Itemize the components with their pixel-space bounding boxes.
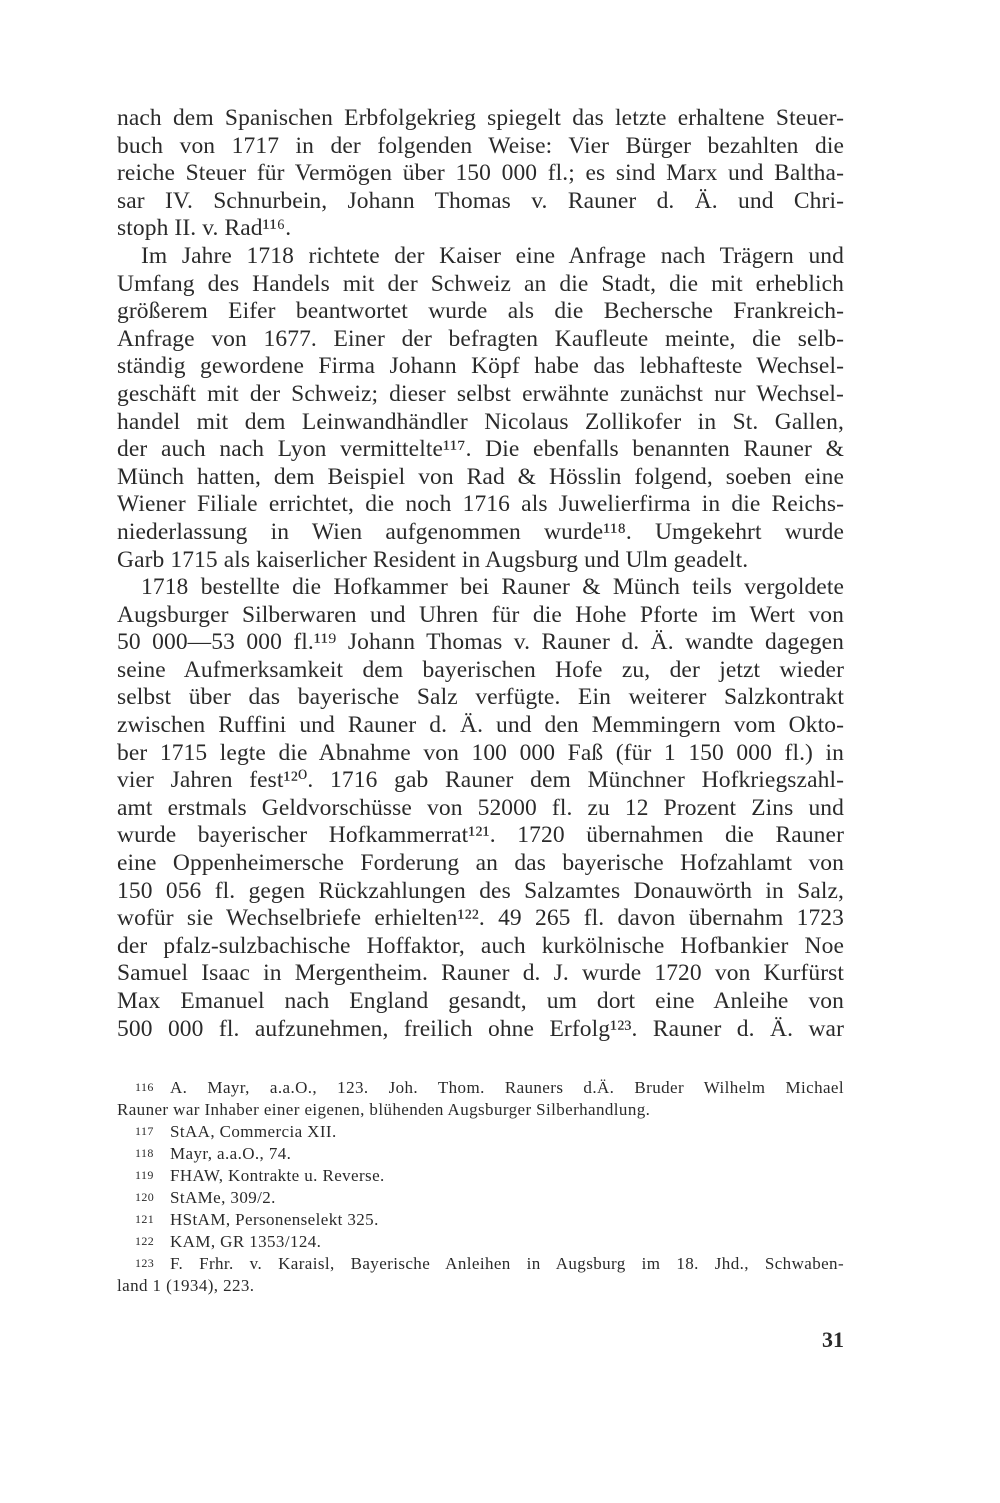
text-line: der pfalz-sulzbachische Hoffaktor, auch kurkölnische Hofbankier Noe [117,932,844,959]
footnote-text: KAM, GR 1353/124. [170,1232,322,1251]
text-line: sar IV. Schnurbein, Johann Thomas v. Rauner d. Ä. und Chri- [117,187,844,214]
footnote [117,1209,844,1231]
footnote [117,1077,844,1099]
footnote [117,1143,844,1165]
footnote-text: StAMe, 309/2. [170,1188,276,1207]
text-line: größerem Eifer beantwortet wurde als die Bechersche Frankreich- [117,298,844,325]
text-line: geschäft mit der Schweiz; dieser selbst erwähnte zunächst nur Wechsel- [117,380,844,407]
footnote [117,1121,844,1143]
text-line: reiche Steuer für Vermögen über 150 000 fl.; es sind Marx und Baltha- [117,160,844,187]
paragraph-start: Im Jahre 1718 richtete der Kaiser eine Anfrage nach Trägern und [141,242,844,269]
footnote-number: 121 [135,1212,155,1226]
page-number: 31 [822,1327,844,1352]
footnote-number: 120 [135,1190,155,1204]
text-line: eine Oppenheimersche Forderung an das bayerische Hofzahlamt von [117,850,844,877]
text-line: seine Aufmerksamkeit dem bayerischen Hofe zu, der jetzt wieder [117,656,844,683]
text-line: Augsburger Silberwaren und Uhren für die Hohe Pforte im Wert von [117,601,844,628]
footnote [117,1165,844,1187]
paragraph-start: 1718 bestellte die Hofkammer bei Rauner & Münch teils vergoldete [141,574,844,601]
footnote-continuation: land 1 (1934), 223. [117,1276,255,1295]
footnote-number: 117 [135,1124,154,1138]
footnotes [117,1077,844,1297]
text-line: buch von 1717 in der folgenden Weise: Vier Bürger bezahlten die [117,132,844,159]
text-line: ständig gewordene Firma Johann Köpf habe das lebhafteste Wechsel- [117,353,844,380]
text-line: zwischen Ruffini und Rauner d. Ä. und den Memmingern vom Okto- [117,712,844,739]
footnote [117,1231,844,1253]
footnote-number: 119 [135,1168,154,1182]
text-line: vier Jahren fest¹²⁰. 1716 gab Rauner dem Münchner Hofkriegszahl- [117,767,844,794]
text-line: niederlassung in Wien aufgenommen wurde¹¹⁸. Umgekehrt wurde [117,518,844,545]
footnote-continuation: Rauner war Inhaber einer eigenen, blühenden Augsburger Silberhandlung. [117,1100,651,1119]
text-line: handel mit dem Leinwandhändler Nicolaus Zollikofer in St. Gallen, [117,408,844,435]
footnote-text: StAA, Commercia XII. [170,1122,337,1141]
text-line: Max Emanuel nach England gesandt, um dort eine Anleihe von [117,988,844,1014]
text-line: amt erstmals Geldvorschüsse von 52000 fl. zu 12 Prozent Zins und [117,794,844,821]
text-line: 150 056 fl. gegen Rückzahlungen des Salzamtes Donauwörth in Salz, [117,877,844,904]
text-line: wofür sie Wechselbriefe erhielten¹²². 49 265 fl. davon übernahm 1723 [117,905,844,932]
footnote [117,1253,844,1275]
footnote [117,1187,844,1209]
text-line: wurde bayerischer Hofkammerrat¹²¹. 1720 übernahmen die Rauner [117,822,844,849]
text-line: Umfang des Handels mit der Schweiz an die Stadt, die mit erheblich [117,270,844,297]
text-line: Garb 1715 als kaiserlicher Resident in Augsburg und Ulm geadelt. [117,546,749,573]
footnote-text: F. Frhr. v. Karaisl, Bayerische Anleihen in Augsburg im 18. Jhd., Schwaben- [170,1254,844,1273]
text-line: ber 1715 legte die Abnahme von 100 000 Faß (für 1 150 000 fl.) in [117,739,844,766]
text-line: 50 000—53 000 fl.¹¹⁹ Johann Thomas v. Rauner d. Ä. wandte dagegen [117,629,844,656]
text-line: Anfrage von 1677. Einer der befragten Kaufleute meinte, die selb- [117,325,844,352]
text-line: stoph II. v. Rad¹¹⁶. [117,215,292,242]
footnote-text: HStAM, Personenselekt 325. [170,1210,379,1229]
text-line: Wiener Filiale errichtet, die noch 1716 als Juwelierfirma in die Reichs- [117,491,844,518]
text-line: 500 000 fl. aufzunehmen, freilich ohne Erfolg¹²³. Rauner d. Ä. war [117,1015,844,1042]
text-line: nach dem Spanischen Erbfolgekrieg spiegelt das letzte erhaltene Steuer- [117,105,844,131]
text-line: der auch nach Lyon vermittelte¹¹⁷. Die ebenfalls benannten Rauner & [117,436,844,463]
footnote-number: 123 [135,1256,155,1270]
footnote-text: FHAW, Kontrakte u. Reverse. [170,1166,385,1185]
text-line: Samuel Isaac in Mergentheim. Rauner d. J. wurde 1720 von Kurfürst [117,960,844,987]
footnote-number: 122 [135,1234,155,1248]
main-text [117,105,844,1043]
footnote-text: Mayr, a.a.O., 74. [170,1144,292,1163]
footnote-number: 116 [135,1080,154,1094]
footnote-text: A. Mayr, a.a.O., 123. Joh. Thom. Rauners d.Ä. Bruder Wilhelm Michael [170,1078,844,1097]
text-line: Münch hatten, dem Beispiel von Rad & Hösslin folgend, soeben eine [117,463,844,490]
text-line: selbst über das bayerische Salz verfügte. Ein weiterer Salzkontrakt [117,684,844,711]
footnote-number: 118 [135,1146,154,1160]
